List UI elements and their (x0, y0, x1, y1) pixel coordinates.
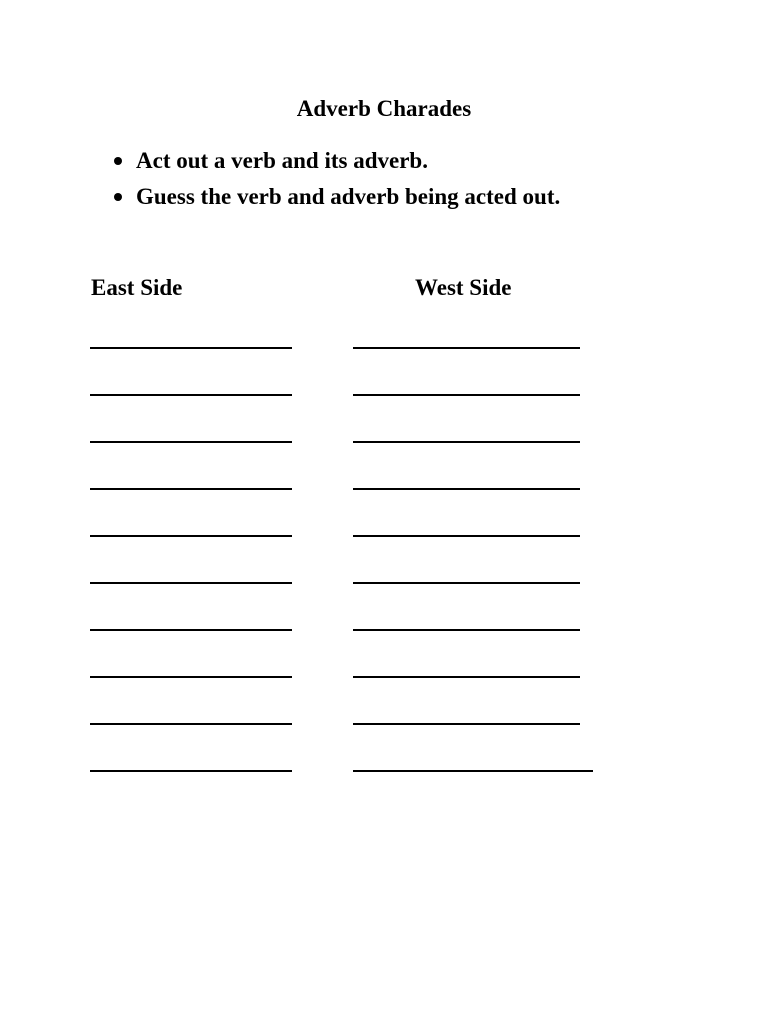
east-blank-line (90, 629, 292, 631)
west-blank-line (353, 723, 580, 725)
west-blank-line (353, 629, 580, 631)
west-blank-line (353, 676, 580, 678)
instructions-list (110, 143, 560, 215)
west-side-heading: West Side (415, 275, 512, 300)
east-blank-line (90, 535, 292, 537)
east-blank-line (90, 723, 292, 725)
instruction-item (110, 179, 560, 215)
east-blank-line (90, 394, 292, 396)
west-blank-line (353, 535, 580, 537)
bullet-icon (114, 193, 122, 201)
east-blank-line (90, 488, 292, 490)
west-blank-line (353, 347, 580, 349)
east-side-heading: East Side (91, 275, 183, 300)
east-blank-line (90, 347, 292, 349)
west-blank-line (353, 394, 580, 396)
east-blank-line (90, 582, 292, 584)
instruction-text: Guess the verb and adverb being acted out. (136, 184, 561, 209)
bullet-icon (114, 157, 122, 165)
west-blank-line (353, 770, 593, 772)
east-blank-line (90, 441, 292, 443)
west-blank-line (353, 488, 580, 490)
instruction-text: Act out a verb and its adverb. (136, 148, 428, 173)
east-blank-line (90, 676, 292, 678)
page-title: Adverb Charades (296, 96, 472, 121)
east-blank-line (90, 770, 292, 772)
west-blank-line (353, 582, 580, 584)
instruction-item (110, 143, 560, 179)
west-blank-line (353, 441, 580, 443)
